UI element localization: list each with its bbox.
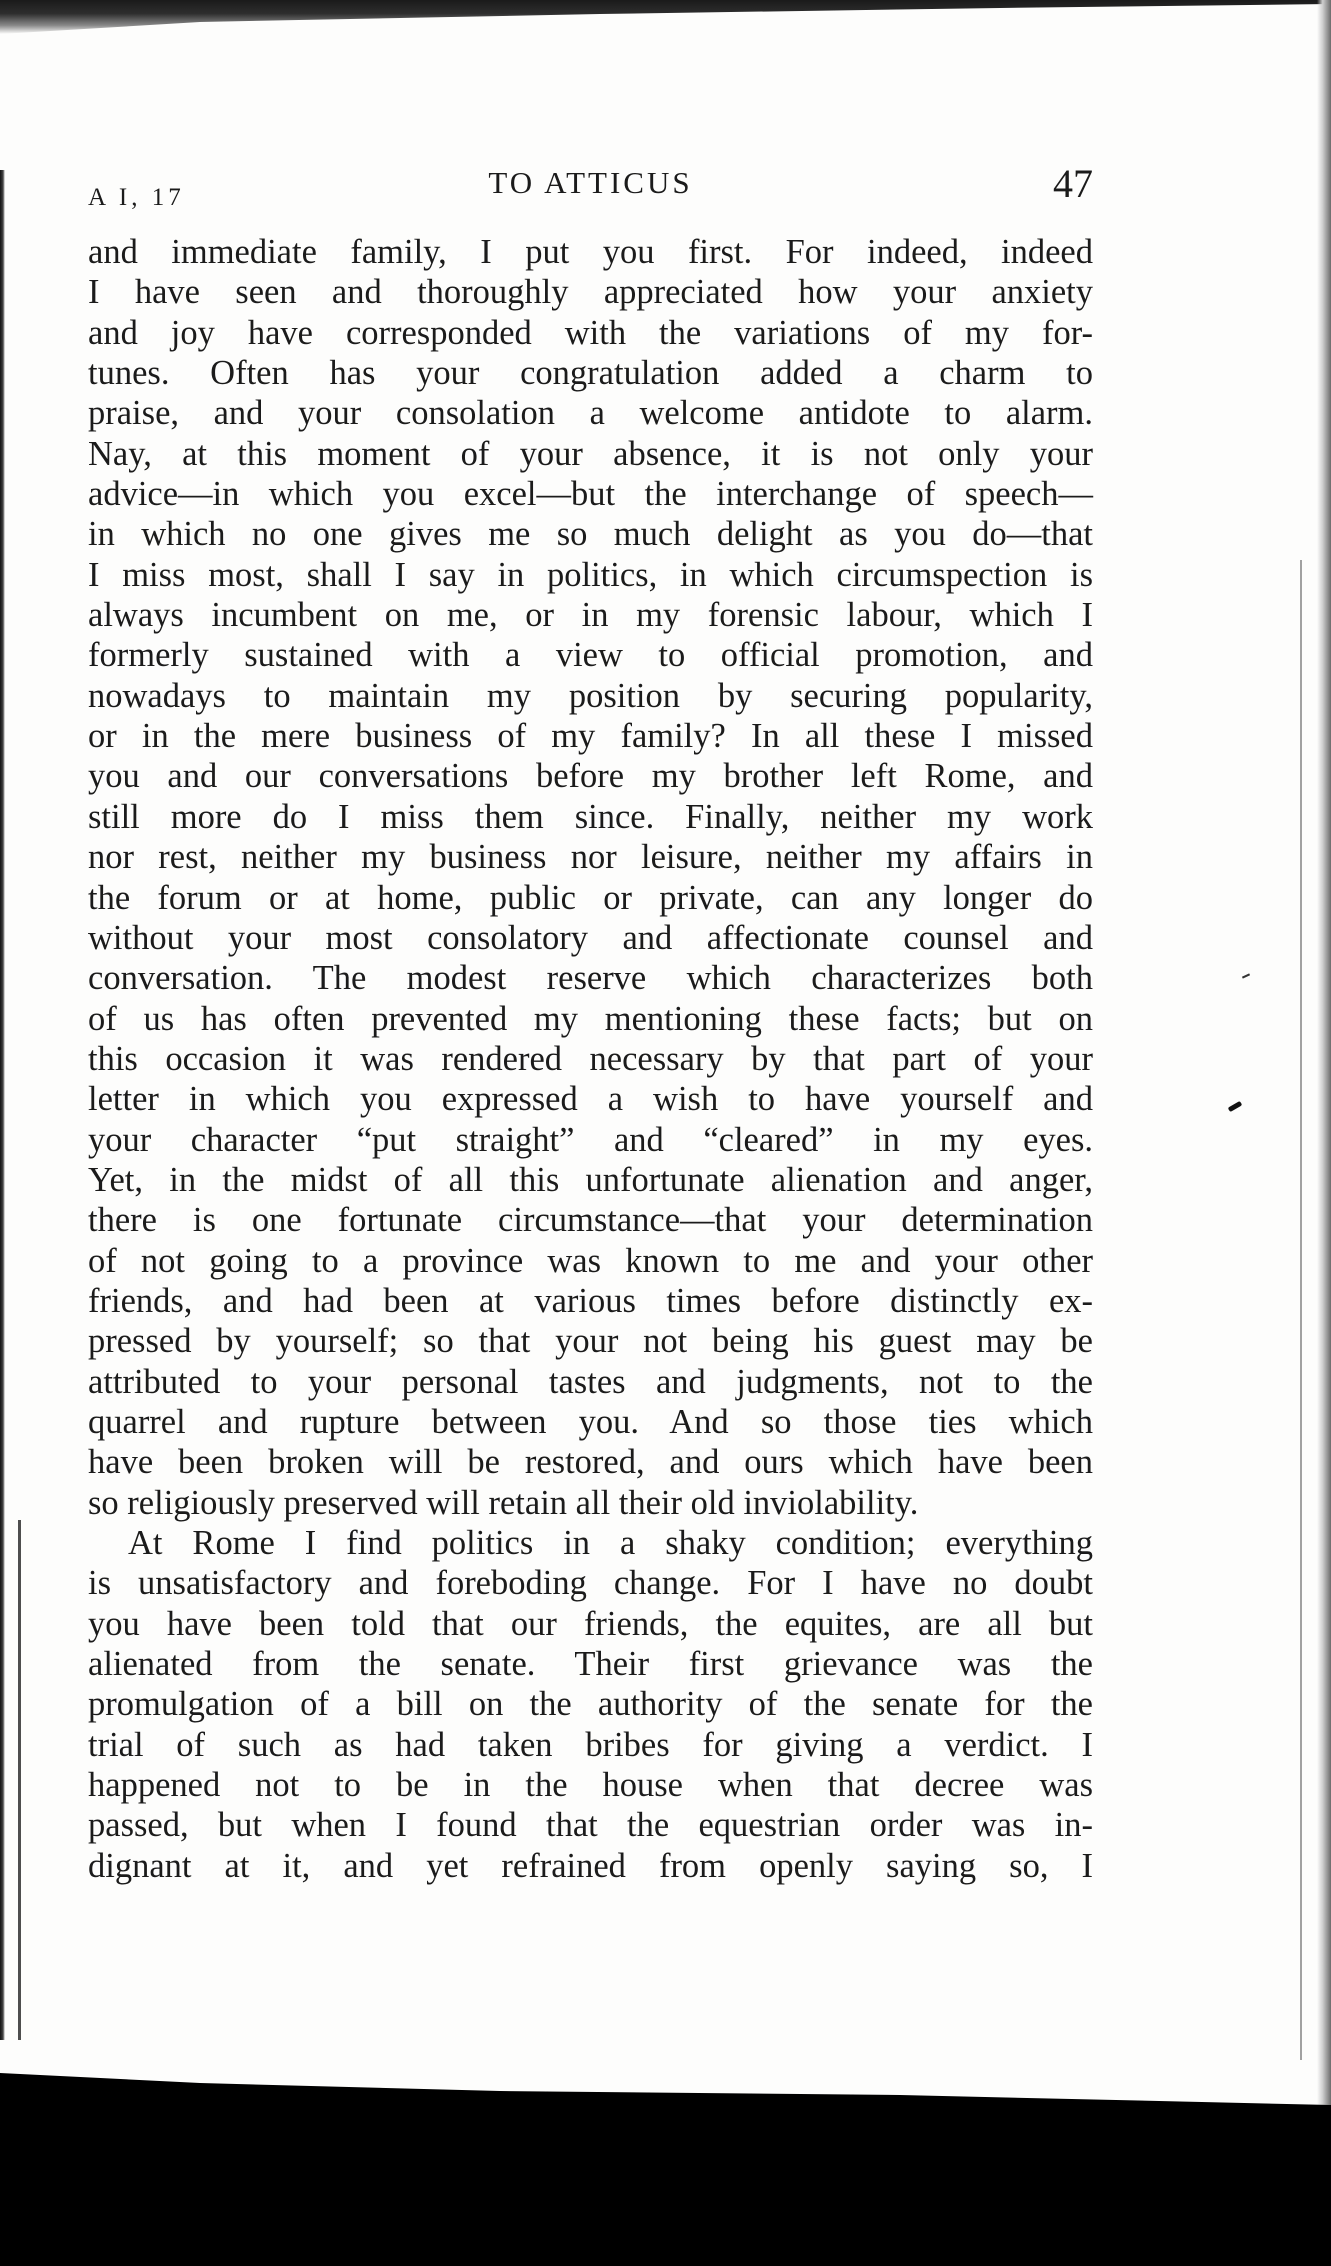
text-line: there is one fortunate circumstance—that your determination [88,1201,1093,1240]
text-line: dignant at it, and yet refrained from openly saying so, I [88,1846,1093,1885]
text-line: your character “put straight” and “cleared” in my eyes. [88,1120,1093,1159]
text-line: of us has often prevented my mentioning these facts; but on [88,999,1093,1038]
text-line: always incumbent on me, or in my forensic labour, which I [88,596,1093,635]
scan-edge-right [1317,0,1331,2266]
text-line: I have seen and thoroughly appreciated how your anxiety [88,273,1093,312]
scan-shadow-bottom [0,2065,1331,2266]
letter-reference: A I, 17 [88,184,185,211]
text-line: and joy have corresponded with the variations of my for- [88,313,1093,352]
text-line: letter in which you expressed a wish to have yourself and [88,1080,1093,1119]
page-number: 47 [1053,161,1093,206]
text-line: praise, and your consolation a welcome antidote to alarm. [88,394,1093,433]
text-line: I miss most, shall I say in politics, in which circumspection is [88,555,1093,594]
text-line: you and our conversations before my brother left Rome, and [88,757,1093,796]
text-line: you have been told that our friends, the equites, are all but [88,1604,1093,1643]
text-line: quarrel and rupture between you. And so those ties which [88,1402,1093,1441]
text-line: and immediate family, I put you first. For indeed, indeed [88,233,1093,271]
text-line: or in the mere business of my family? In all these I missed [88,717,1093,756]
text-line: conversation. The modest reserve which characterizes both [88,959,1093,998]
text-line: passed, but when I found that the equestrian order was in- [88,1806,1093,1845]
text-line: still more do I miss them since. Finally, neither my work [88,797,1093,836]
text-line: tunes. Often has your congratulation added a charm to [88,354,1093,393]
text-line: of not going to a province was known to me and your other [88,1241,1093,1280]
text-line: attributed to your personal tastes and judgments, not to the [88,1362,1093,1401]
text-line: have been broken will be restored, and ours which have been [88,1443,1093,1482]
text-line: pressed by yourself; so that your not being his guest may be [88,1322,1093,1361]
text-line: formerly sustained with a view to official promotion, and [88,636,1093,675]
text-line: is unsatisfactory and foreboding change. For I have no doubt [88,1564,1093,1603]
text-line: nowadays to maintain my position by securing popularity, [88,676,1093,715]
scan-edge-left [0,170,5,2040]
scan-shadow-top [0,0,1331,34]
text-line: in which no one gives me so much delight as you do—that [88,515,1093,554]
scan-edge-left-inner [18,1520,21,2040]
paragraph-start-line: At Rome I find politics in a shaky condition; everything [128,1524,1093,1562]
text-line: trial of such as had taken bribes for giving a verdict. I [88,1725,1093,1764]
body-text [88,232,1093,1886]
text-line: advice—in which you excel—but the interchange of speech— [88,475,1093,514]
text-line: promulgation of a bill on the authority of the senate for the [88,1685,1093,1724]
running-header [88,160,1093,210]
text-line: the forum or at home, public or private, can any longer do [88,878,1093,917]
text-line: nor rest, neither my business nor leisure, neither my affairs in [88,838,1093,877]
text-line: without your most consolatory and affectionate counsel and [88,918,1093,957]
text-line: alienated from the senate. Their first grievance was the [88,1645,1093,1684]
running-title: TO ATTICUS [488,165,693,200]
margin-mark [1242,973,1250,978]
margin-mark-arrow [1228,1101,1243,1112]
scan-edge-right-line [1300,560,1302,2060]
text-line: Nay, at this moment of your absence, it is not only your [88,434,1093,473]
paragraph-end-line: so religiously preserved will retain all their old inviolability. [88,1483,919,1522]
text-line: friends, and had been at various times before distinctly ex- [88,1281,1093,1320]
text-line: Yet, in the midst of all this unfortunate alienation and anger, [88,1160,1093,1199]
text-line: happened not to be in the house when that decree was [88,1766,1093,1805]
text-line: this occasion it was rendered necessary by that part of your [88,1039,1093,1078]
